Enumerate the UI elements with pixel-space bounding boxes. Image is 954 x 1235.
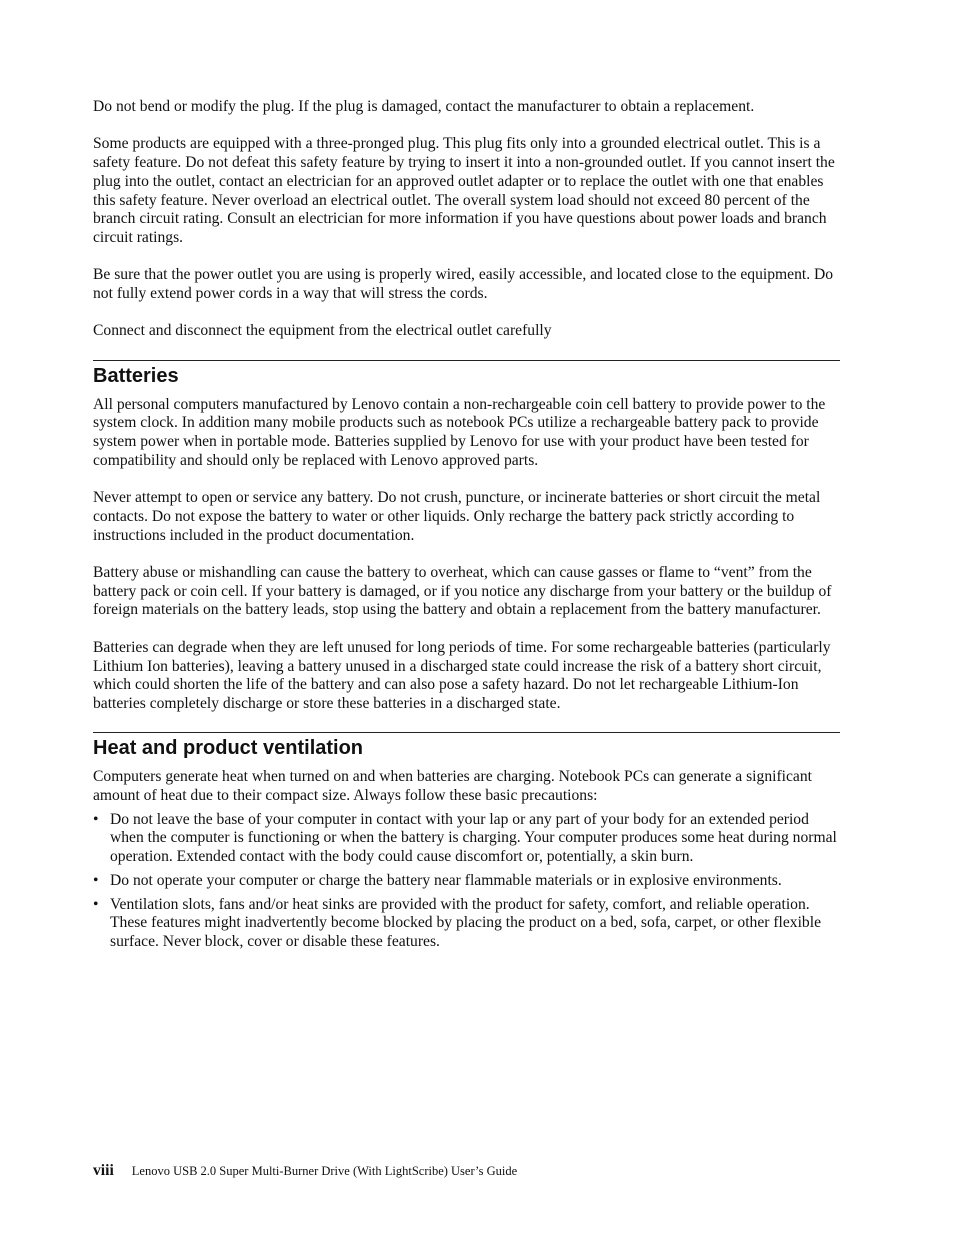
bullet-icon: • [93,895,99,913]
list-item-text: Do not operate your computer or charge the battery near flammable materials or in explosive environments. [110,871,782,889]
document-title: Lenovo USB 2.0 Super Multi-Burner Drive (With LightScribe) User’s Guide [131,1164,518,1178]
list-item [93,872,840,891]
bullet-icon: • [93,810,99,828]
paragraph: Connect and disconnect the equipment from the electrical outlet carefully [93,322,552,340]
intro-section [93,98,840,341]
section-divider [93,732,840,733]
section-heading: Heat and product ventilation [93,737,364,760]
bullet-icon: • [93,871,99,889]
batteries-section [93,360,840,714]
page-content [93,98,840,957]
paragraph: Never attempt to open or service any battery. Do not crush, puncture, or incinerate batteries or short circuit the metal contacts. Do not expose the battery to water or other liquids. Only recharge the battery pack strictly according to instructions included in the product documentation. [93,489,821,544]
page-footer [93,1162,840,1180]
section-heading: Batteries [93,364,179,387]
paragraph: Be sure that the power outlet you are using is properly wired, easily accessible, and located close to the equipment. Do not fully extend power cords in a way that will stress the cords. [93,266,834,302]
paragraph: Some products are equipped with a three-pronged plug. This plug fits only into a grounded electrical outlet. This is a safety feature. Do not defeat this safety feature by trying to insert it into a non-grounded outlet. If you cannot insert the plug into the outlet, contact an electrician for an approved outlet adapter or to replace the outlet with one that enables this safety feature. Never overload an electrical outlet. The overall system load should not exceed 80 percent of the branch circuit rating. Consult an electrician for more information if you have questions about power loads and branch circuit ratings. [93,135,835,246]
precautions-list [93,811,840,952]
list-item-text: Ventilation slots, fans and/or heat sinks are provided with the product for safety, comfort, and reliable operation. These features might inadvertently become blocked by placing the product on a bed, sofa, carpet, or other flexible surface. Never block, cover or disable these features. [110,895,821,950]
paragraph: Battery abuse or mishandling can cause the battery to overheat, which can cause gasses or flame to “vent” from the battery pack or coin cell. If your battery is damaged, or if you notice any discharge from your battery or the buildup of foreign materials on the battery leads, stop using the battery and obtain a replacement from the battery manufacturer. [93,564,832,619]
paragraph: Do not bend or modify the plug. If the plug is damaged, contact the manufacturer to obtain a replacement. [93,98,755,115]
paragraph: Batteries can degrade when they are left unused for long periods of time. For some rechargeable batteries (particularly Lithium Ion batteries), leaving a battery unused in a discharged state could increase the risk of a battery short circuit, which could shorten the life of the battery and can also pose a safety hazard. Do not let rechargeable Lithium-Ion batteries completely discharge or store these batteries in a discharged state. [93,638,831,712]
paragraph: All personal computers manufactured by Lenovo contain a non-rechargeable coin cell battery to provide power to the system clock. In addition many mobile products such as notebook PCs utilize a rechargeable battery pack to provide system power when in portable mode. Batteries supplied by Lenovo for use with your product have been tested for compatibility and should only be replaced with Lenovo approved parts. [93,395,826,469]
page-number: viii [93,1162,114,1179]
list-item-text: Do not leave the base of your computer in contact with your lap or any part of your body for an extended period when the computer is functioning or when the battery is charging. Your computer produces some heat during normal operation. Extended contact with the body could cause discomfort or, potentially, a skin burn. [110,810,837,866]
list-item [93,896,840,952]
ventilation-section [93,732,840,951]
section-divider [93,360,840,361]
paragraph: Computers generate heat when turned on and when batteries are charging. Notebook PCs can generate a significant amount of heat due to their compact size. Always follow these basic precautions: [93,768,812,805]
list-item [93,811,840,867]
